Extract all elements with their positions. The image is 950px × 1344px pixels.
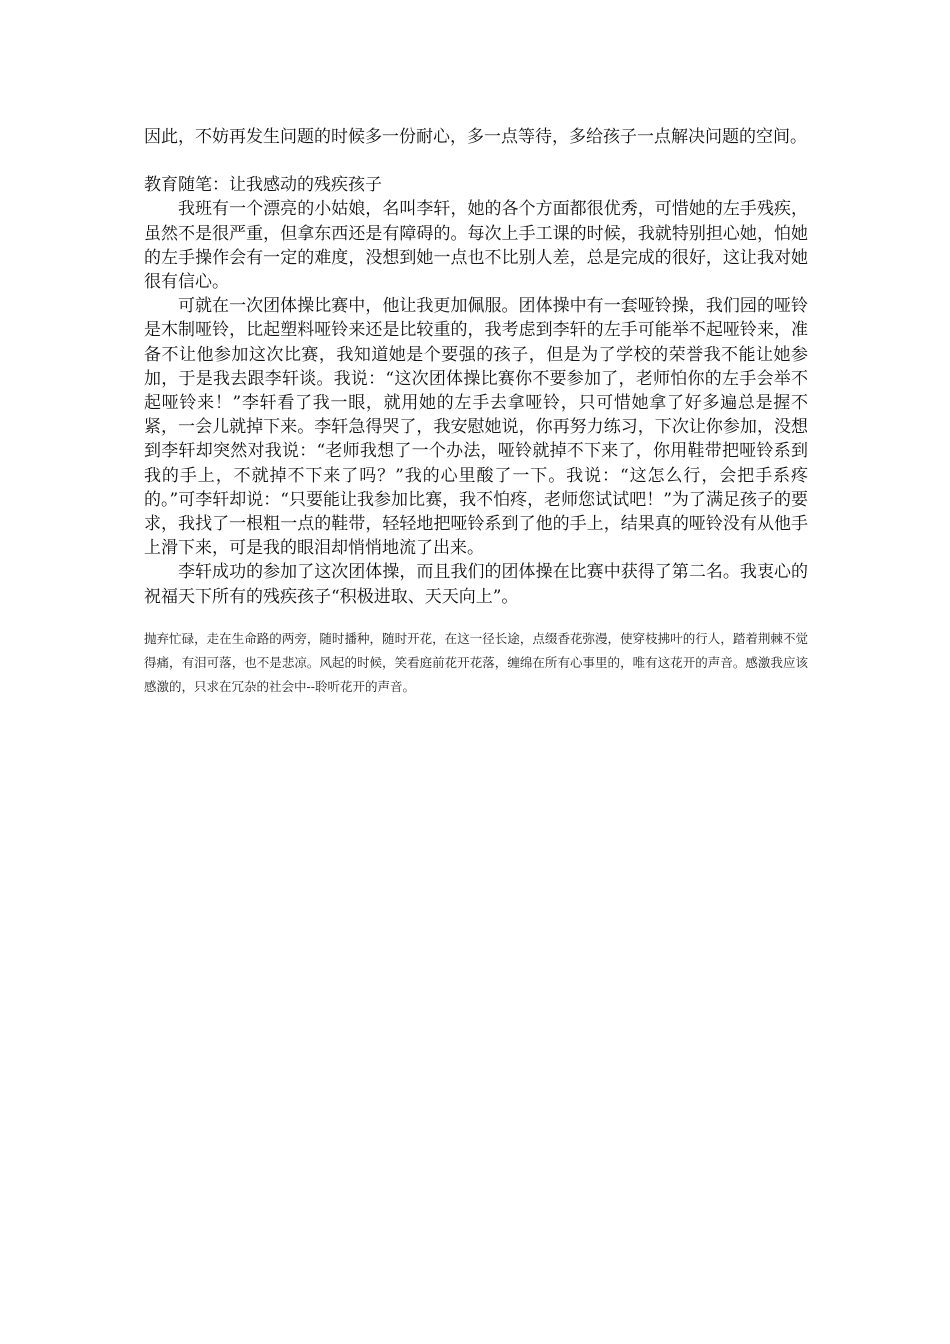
footer-note: 抛弃忙碌，走在生命路的两旁，随时播种，随时开花，在这一径长途，点缀香花弥漫，使穿枝拂叶的行人，踏着荆棘不觉得痛，有泪可落，也不是悲凉。风起的时候，笑看庭前花开花落，缠绵在所有心事里的，唯有这花开的声音。感激我应该感激的，只求在冗杂的社会中--聆听花开的声音。 (144, 630, 808, 694)
essay-title: 教育随笔：让我感动的残疾孩子 (144, 175, 382, 196)
essay-paragraph-1: 我班有一个漂亮的小姑娘，名叫李轩，她的各个方面都很优秀，可惜她的左手残疾，虽然不是很严重，但拿东西还是有障碍的。每次上手工课的时候，我就特别担心她，怕她的左手操作会有一定的难度，没想到她一点也不比别人差，总是完成的很好，这让我对她很有信心。 (144, 199, 808, 293)
essay-paragraph-2: 可就在一次团体操比赛中，他让我更加佩服。团体操中有一套哑铃操，我们园的哑铃是木制哑铃，比起塑料哑铃来还是比较重的，我考虑到李轩的左手可能举不起哑铃来，准备不让他参加这次比赛，我知道她是个要强的孩子，但是为了学校的荣誉我不能让她参加，于是我去跟李轩谈。我说：“这次团体操比赛你不要参加了，老师怕你的左手会举不起哑铃来！”李轩看了我一眼，就用她的左手去拿哑铃，只可惜她拿了好多遍总是握不紧，一会儿就掉下来。李轩急得哭了，我安慰她说，你再努力练习，下次让你参加，没想到李轩却突然对我说：“老师我想了一个办法，哑铃就掉不下来了，你用鞋带把哑铃系到我的手上，不就掉不下来了吗？”我的心里酸了一下。我说：“这怎么行，会把手系疼的。”可李轩却说：“只要能让我参加比赛，我不怕疼，老师您试试吧！”为了满足孩子的要求，我找了一根粗一点的鞋带，轻轻地把哑铃系到了他的手上，结果真的哑铃没有从他手上滑下来，可是我的眼泪却悄悄地流了出来。 (144, 296, 808, 559)
document-page (144, 125, 808, 699)
essay-paragraph-3: 李轩成功的参加了这次团体操，而且我们的团体操在比赛中获得了第二名。我衷心的祝福天下所有的残疾孩子“积极进取、天天向上”。 (144, 562, 808, 607)
paragraph-spacer (144, 149, 808, 173)
intro-paragraph: 因此，不妨再发生问题的时候多一份耐心，多一点等待，多给孩子一点解决问题的空间。 (144, 127, 807, 147)
